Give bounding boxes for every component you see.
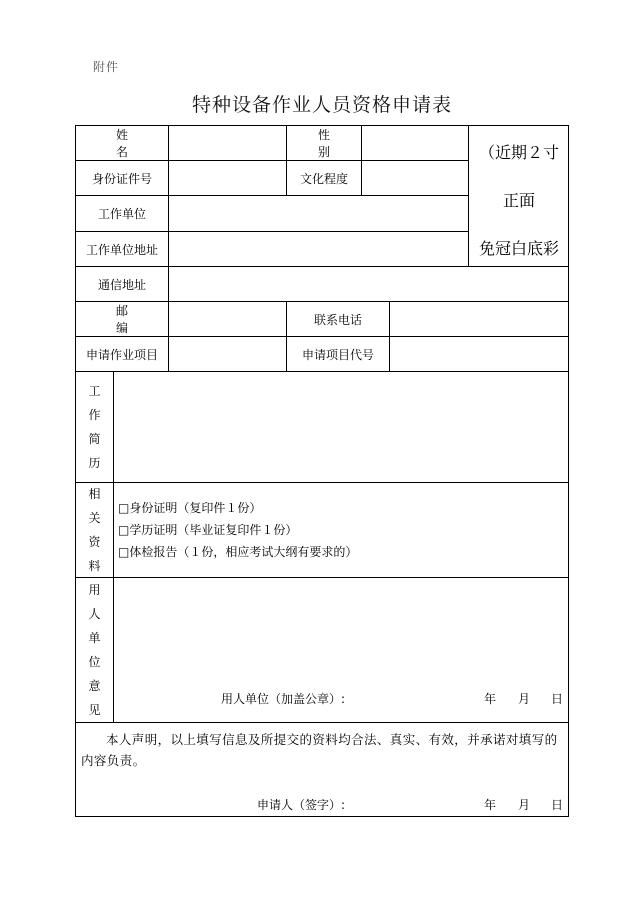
employer-address-label: 工作单位地址 bbox=[75, 231, 168, 266]
employer-date-month: 月 bbox=[518, 692, 531, 706]
document-item-medical[interactable]: □体检报告（１份，相应考试大纲有要求的） bbox=[118, 545, 358, 559]
employer-opinion-char: 单 bbox=[88, 631, 101, 645]
work-history-char: 简 bbox=[88, 432, 101, 446]
work-history-label bbox=[75, 371, 113, 482]
documents-char: 资 bbox=[88, 535, 101, 549]
application-form bbox=[75, 125, 569, 817]
employer-opinion-char: 用 bbox=[88, 583, 101, 597]
id-number-label: 身份证件号 bbox=[75, 160, 168, 195]
applicant-date-day: 日 bbox=[551, 798, 564, 812]
mailing-address-label: 通信地址 bbox=[75, 266, 168, 301]
postcode-label: 邮编 bbox=[75, 301, 168, 336]
name-label: 姓名 bbox=[75, 125, 168, 160]
employer-address-field[interactable] bbox=[168, 231, 468, 266]
applicant-date-month: 月 bbox=[518, 798, 531, 812]
id-number-field[interactable] bbox=[168, 160, 286, 195]
page-title: 特种设备作业人员资格申请表 bbox=[191, 94, 452, 116]
employer-opinion-char: 意 bbox=[88, 679, 101, 693]
declaration-text: 本人声明，以上填写信息及所提交的资料均合法、真实、有效，并承诺对填写的内容负责。 bbox=[81, 732, 558, 768]
documents-char: 相 bbox=[88, 487, 101, 501]
employer-date-year: 年 bbox=[484, 692, 497, 706]
work-history-field[interactable] bbox=[113, 371, 569, 482]
documents-char: 关 bbox=[88, 511, 101, 525]
postcode-field[interactable] bbox=[168, 301, 286, 336]
documents-char: 料 bbox=[88, 559, 101, 573]
gender-label: 性别 bbox=[286, 125, 361, 160]
applicant-sign-text: 申请人（签字）: bbox=[257, 798, 346, 812]
apply-code-label: 申请项目代号 bbox=[286, 336, 389, 371]
work-history-char: 工 bbox=[88, 384, 101, 398]
photo-line-2: 正面 bbox=[502, 191, 535, 210]
photo-box bbox=[468, 125, 569, 266]
employer-seal-text: 用人单位（加盖公章）: bbox=[221, 692, 346, 706]
phone-field[interactable] bbox=[389, 301, 569, 336]
name-field[interactable] bbox=[168, 125, 286, 160]
document-item-id[interactable]: □身份证明（复印件１份） bbox=[118, 501, 262, 515]
document-item-education[interactable]: □学历证明（毕业证复印件１份） bbox=[118, 523, 298, 537]
employer-label: 工作单位 bbox=[75, 195, 168, 231]
employer-date-day: 日 bbox=[551, 692, 564, 706]
mailing-address-field[interactable] bbox=[168, 266, 569, 301]
attachment-label: 附件 bbox=[93, 60, 120, 74]
apply-item-label: 申请作业项目 bbox=[75, 336, 168, 371]
employer-opinion-char: 位 bbox=[88, 655, 101, 669]
employer-field[interactable] bbox=[168, 195, 468, 231]
documents-list-cell bbox=[113, 482, 569, 577]
applicant-date-year: 年 bbox=[484, 798, 497, 812]
work-history-char: 历 bbox=[88, 456, 101, 470]
work-history-char: 作 bbox=[88, 408, 101, 422]
apply-code-field[interactable] bbox=[389, 336, 569, 371]
photo-line-1: （近期２寸 bbox=[478, 143, 559, 162]
employer-opinion-char: 见 bbox=[88, 703, 101, 717]
employer-opinion-char: 人 bbox=[88, 607, 101, 621]
photo-line-3: 免冠白底彩 bbox=[478, 239, 559, 258]
education-label: 文化程度 bbox=[286, 160, 361, 195]
documents-label bbox=[75, 482, 113, 577]
documents-list bbox=[118, 497, 357, 563]
education-field[interactable] bbox=[361, 160, 468, 195]
apply-item-field[interactable] bbox=[168, 336, 286, 371]
gender-field[interactable] bbox=[361, 125, 468, 160]
employer-opinion-label bbox=[75, 577, 113, 722]
phone-label: 联系电话 bbox=[286, 301, 389, 336]
